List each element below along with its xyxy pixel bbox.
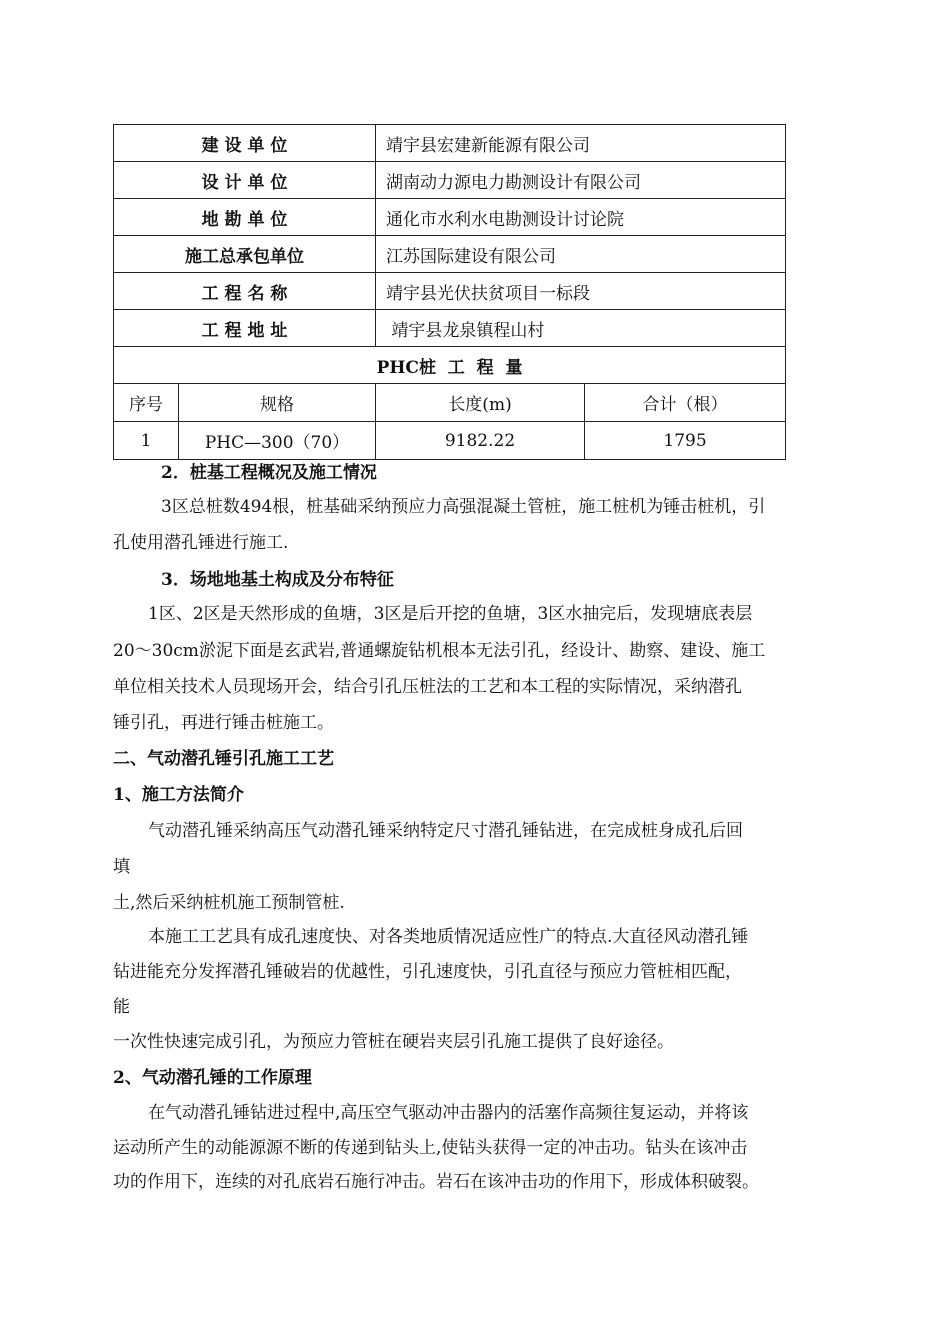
column-header: 长度(m) <box>376 384 585 422</box>
row-value: 靖宇县龙泉镇程山村 <box>376 310 786 347</box>
paragraph-line: 在气动潜孔锤钻进过程中,高压空气驱动冲击器内的活塞作高频往复运动，并将该 <box>148 1103 749 1123</box>
row-value: 靖宇县宏建新能源有限公司 <box>376 125 786 162</box>
column-header: 序号 <box>114 384 179 422</box>
quantity-title: PHC桩 工 程 量 <box>114 347 786 384</box>
paragraph-line: 单位相关技术人员现场开会，结合引孔压桩法的工艺和本工程的实际情况，采纳潜孔 <box>113 677 742 697</box>
row-label: 建 设 单 位 <box>114 125 376 162</box>
row-label: 设 计 单 位 <box>114 162 376 199</box>
paragraph-line: 功的作用下，连续的对孔底岩石施行冲击。岩石在该冲击功的作用下，形成体积破裂。 <box>113 1172 759 1192</box>
project-info-table <box>113 124 786 460</box>
row-value: 江苏国际建设有限公司 <box>376 236 786 273</box>
table-row <box>114 273 786 310</box>
paragraph-line: 气动潜孔锤采纳高压气动潜孔锤采纳特定尺寸潜孔锤钻进，在完成桩身成孔后回 <box>148 821 743 841</box>
chapter-heading: 二、气动潜孔锤引孔施工工艺 <box>113 749 334 769</box>
row-value: 湖南动力源电力勘测设计有限公司 <box>376 162 786 199</box>
row-value: 靖宇县光伏扶贫项目一标段 <box>376 273 786 310</box>
row-label: 地 勘 单 位 <box>114 199 376 236</box>
table-row <box>114 236 786 273</box>
column-header: 合计（根） <box>585 384 786 422</box>
paragraph-line: 锤引孔，再进行锤击桩施工。 <box>113 713 334 733</box>
quantity-header-row <box>114 384 786 422</box>
table-row <box>114 310 786 347</box>
table-row <box>114 347 786 384</box>
paragraph-line: 钻进能充分发挥潜孔锤破岩的优越性，引孔速度快，引孔直径与预应力管桩相匹配， <box>113 962 742 982</box>
table-cell: 1795 <box>585 422 786 460</box>
table-row <box>114 162 786 199</box>
subsection-heading: 2、气动潜孔锤的工作原理 <box>113 1068 312 1088</box>
table-row <box>114 125 786 162</box>
section-heading: 3．场地地基土构成及分布特征 <box>161 570 394 590</box>
table-cell: PHC—300（70） <box>179 422 376 460</box>
column-header: 规格 <box>179 384 376 422</box>
row-label: 施工总承包单位 <box>114 236 376 273</box>
paragraph-line: 土,然后采纳桩机施工预制管桩. <box>113 893 345 913</box>
paragraph-line: 本施工工艺具有成孔速度快、对各类地质情况适应性广的特点.大直径风动潜孔锤 <box>148 927 749 947</box>
table-cell: 9182.22 <box>376 422 585 460</box>
table-cell: 1 <box>114 422 179 460</box>
table-row <box>114 199 786 236</box>
quantity-data-row <box>114 422 786 460</box>
paragraph-line: 20～30cm淤泥下面是玄武岩,普通螺旋钻机根本无法引孔，经设计、勘察、建设、施工 <box>113 641 766 661</box>
paragraph-line: 能 <box>113 997 130 1017</box>
paragraph-line: 运动所产生的动能源源不断的传递到钻头上,使钻头获得一定的冲击功。钻头在该冲击 <box>113 1138 748 1158</box>
paragraph-line: 一次性快速完成引孔，为预应力管桩在硬岩夹层引孔施工提供了良好途径。 <box>113 1032 674 1052</box>
row-label: 工 程 名 称 <box>114 273 376 310</box>
row-value: 通化市水利水电勘测设计讨论院 <box>376 199 786 236</box>
row-label: 工 程 地 址 <box>114 310 376 347</box>
subsection-heading: 1、施工方法简介 <box>113 785 244 805</box>
paragraph-line: 填 <box>113 857 130 877</box>
paragraph-line: 3区总桩数494根，桩基础采纳预应力高强混凝土管桩，施工桩机为锤击桩机，引 <box>161 497 766 517</box>
paragraph-line: 孔使用潜孔锤进行施工. <box>113 533 289 553</box>
paragraph-line: 1区、2区是天然形成的鱼塘，3区是后开挖的鱼塘，3区水抽完后，发现塘底表层 <box>148 604 753 624</box>
section-heading: 2．桩基工程概况及施工情况 <box>161 463 377 483</box>
